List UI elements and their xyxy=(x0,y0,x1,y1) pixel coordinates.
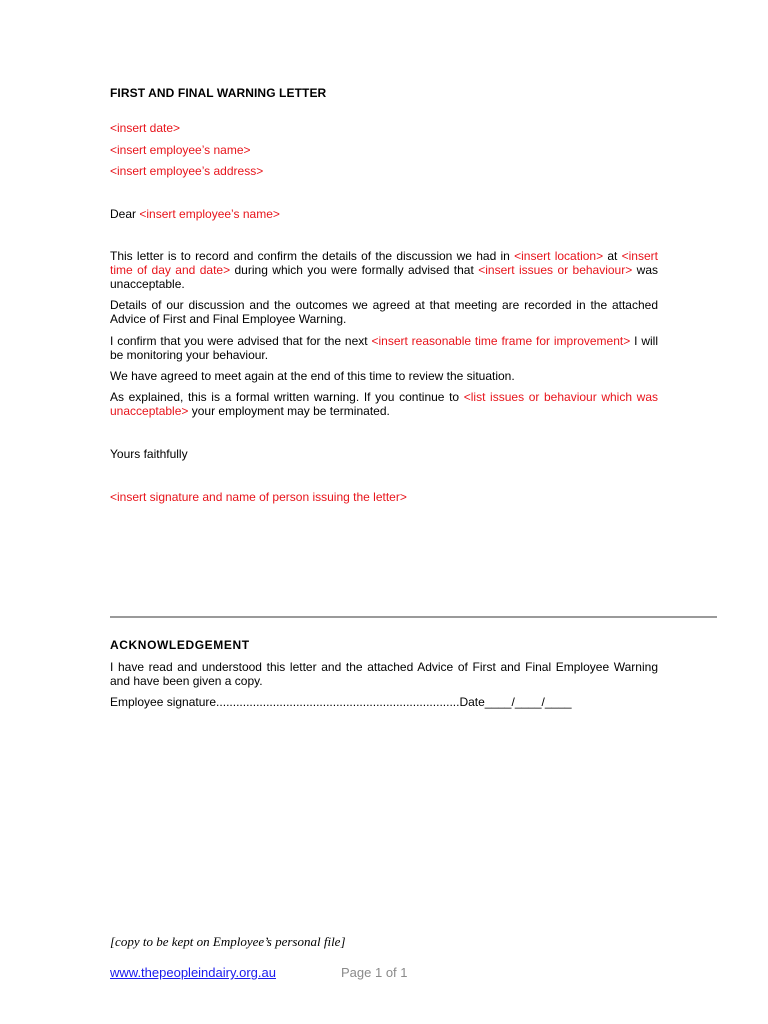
salutation-prefix: Dear xyxy=(110,207,140,221)
page-number: Page 1 of 1 xyxy=(341,965,408,980)
employee-signature-line: Employee signature.........................................................................Date____/____/____ xyxy=(110,695,572,709)
paragraph-confirm xyxy=(110,334,658,362)
para1-text-3: during which you were formally advised that xyxy=(230,263,479,277)
insert-location-placeholder: <insert location> xyxy=(514,249,604,263)
paragraph-meet-again: We have agreed to meet again at the end of this time to review the situation. xyxy=(110,369,515,383)
para1-text-2: at xyxy=(603,249,622,263)
signature-placeholder: <insert signature and name of person issuing the letter> xyxy=(110,490,407,504)
paragraph-formal-warning xyxy=(110,390,658,418)
salutation-name-placeholder: <insert employee’s name> xyxy=(139,207,280,221)
footer-note: [copy to be kept on Employee’s personal file] xyxy=(110,934,346,949)
insert-time-date-placeholder: <insert time of day and date> xyxy=(110,249,658,277)
para1-text-4: was unacceptable. xyxy=(110,263,659,291)
insert-date-placeholder: <insert date> xyxy=(110,121,181,135)
para5-text-2: your employment may be terminated. xyxy=(188,404,390,418)
acknowledgement-title: ACKNOWLEDGEMENT xyxy=(110,638,250,652)
closing: Yours faithfully xyxy=(110,447,188,461)
list-issues-placeholder: <list issues or behaviour which was unacceptable> xyxy=(110,390,658,418)
letter-title: FIRST AND FINAL WARNING LETTER xyxy=(110,86,327,100)
para3-text-1: I confirm that you were advised that for the next xyxy=(110,334,372,348)
insert-employee-address-placeholder: <insert employee’s address> xyxy=(110,164,264,178)
para5-text-1: As explained, this is a formal written warning. If you continue to xyxy=(110,390,464,404)
website-link[interactable]: www.thepeopleindairy.org.au xyxy=(110,965,276,980)
insert-issues-placeholder: <insert issues or behaviour> xyxy=(478,263,633,277)
paragraph-details: Details of our discussion and the outcomes we agreed at that meeting are recorded in the attached Advice of First and Final Employee Warning. xyxy=(110,298,658,326)
para3-text-2: I will be monitoring your behaviour. xyxy=(110,334,658,362)
salutation xyxy=(110,207,280,221)
para1-text-1: This letter is to record and confirm the details of the discussion we had in xyxy=(110,249,515,263)
paragraph-discussion xyxy=(110,249,658,291)
section-divider xyxy=(110,616,717,618)
acknowledgement-text: I have read and understood this letter and the attached Advice of First and Final Employee Warning and have been given a copy. xyxy=(110,660,658,688)
insert-employee-name-placeholder: <insert employee’s name> xyxy=(110,143,251,157)
insert-time-frame-placeholder: <insert reasonable time frame for improvement> xyxy=(371,334,631,348)
